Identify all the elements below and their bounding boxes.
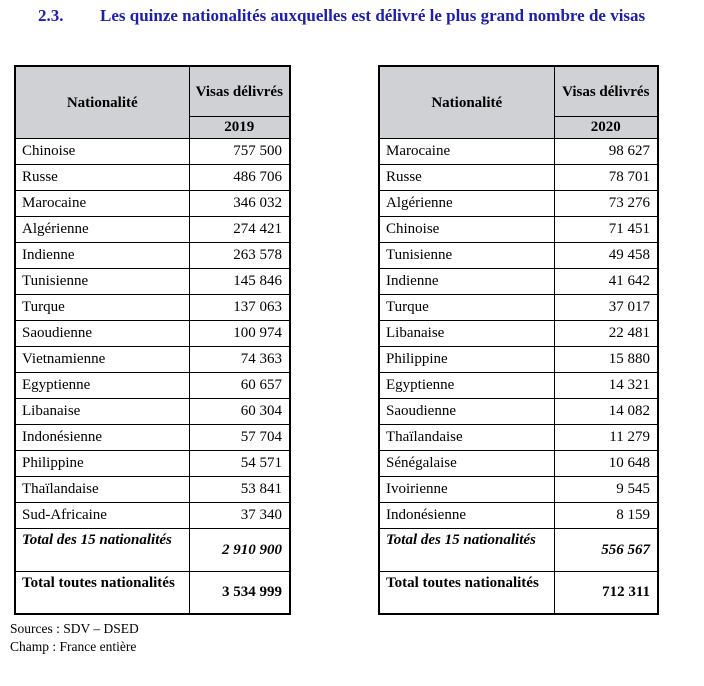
table-header-2019 (15, 66, 290, 138)
value-cell: 9 545 (554, 476, 658, 502)
value-cell: 78 701 (554, 164, 658, 190)
table-row (379, 424, 658, 450)
nationality-cell: Indonésienne (379, 502, 554, 528)
total-15-row (15, 528, 290, 571)
nationality-cell: Egyptienne (379, 372, 554, 398)
table-row (15, 502, 290, 528)
nationality-cell: Thaïlandaise (379, 424, 554, 450)
table-row (15, 372, 290, 398)
value-cell: 274 421 (189, 216, 290, 242)
table-row (15, 164, 290, 190)
value-cell: 98 627 (554, 138, 658, 164)
value-cell: 757 500 (189, 138, 290, 164)
table-body-2020 (379, 138, 658, 528)
col-header-visas-delivres: Visas délivrés (189, 66, 290, 116)
nationality-cell: Tunisienne (379, 242, 554, 268)
value-cell: 37 017 (554, 294, 658, 320)
table-row (379, 138, 658, 164)
nationality-cell: Ivoirienne (379, 476, 554, 502)
table-row (379, 502, 658, 528)
nationality-cell: Chinoise (379, 216, 554, 242)
table-row (15, 450, 290, 476)
table-row (379, 164, 658, 190)
table-row (379, 216, 658, 242)
value-cell: 100 974 (189, 320, 290, 346)
nationality-cell: Saoudienne (15, 320, 189, 346)
total-all-row (15, 571, 290, 614)
value-cell: 74 363 (189, 346, 290, 372)
value-cell: 14 082 (554, 398, 658, 424)
value-cell: 145 846 (189, 268, 290, 294)
section-number: 2.3. (38, 6, 64, 25)
table-row (379, 294, 658, 320)
nationality-cell: Egyptienne (15, 372, 189, 398)
nationality-cell: Indonésienne (15, 424, 189, 450)
value-cell: 60 657 (189, 372, 290, 398)
sources-note: Sources : SDV – DSED (10, 621, 139, 636)
section-heading (38, 5, 656, 26)
nationality-cell: Russe (379, 164, 554, 190)
value-cell: 263 578 (189, 242, 290, 268)
nationality-cell: Algérienne (379, 190, 554, 216)
table-header-2020 (379, 66, 658, 138)
total-15-label: Total des 15 nationalités (15, 528, 189, 571)
visas-2019-table (14, 65, 291, 615)
total-15-value: 2 910 900 (189, 528, 290, 571)
nationality-cell: Libanaise (15, 398, 189, 424)
nationality-cell: Chinoise (15, 138, 189, 164)
table-row (379, 450, 658, 476)
value-cell: 346 032 (189, 190, 290, 216)
nationality-cell: Libanaise (379, 320, 554, 346)
total-all-label: Total toutes nationalités (15, 571, 189, 614)
col-header-nationality: Nationalité (15, 66, 189, 138)
visas-2020-table (378, 65, 659, 615)
total-all-row (379, 571, 658, 614)
table-row (15, 476, 290, 502)
nationality-cell: Indienne (379, 268, 554, 294)
nationality-cell: Russe (15, 164, 189, 190)
value-cell: 49 458 (554, 242, 658, 268)
year-header-2020: 2020 (554, 116, 658, 138)
table-row (15, 242, 290, 268)
nationality-cell: Sud-Africaine (15, 502, 189, 528)
value-cell: 71 451 (554, 216, 658, 242)
value-cell: 14 321 (554, 372, 658, 398)
section-title: Les quinze nationalités auxquelles est délivré le plus grand nombre de visas (100, 6, 646, 25)
value-cell: 54 571 (189, 450, 290, 476)
table-row (379, 398, 658, 424)
total-all-value: 712 311 (554, 571, 658, 614)
table-row (379, 190, 658, 216)
total-all-value: 3 534 999 (189, 571, 290, 614)
table-row (379, 476, 658, 502)
table-totals-2019 (15, 528, 290, 614)
year-header-2019: 2019 (189, 116, 290, 138)
table-row (15, 320, 290, 346)
nationality-cell: Saoudienne (379, 398, 554, 424)
value-cell: 137 063 (189, 294, 290, 320)
col-header-visas-delivres: Visas délivrés (554, 66, 658, 116)
value-cell: 22 481 (554, 320, 658, 346)
table-row (15, 294, 290, 320)
nationality-cell: Sénégalaise (379, 450, 554, 476)
table-row (15, 190, 290, 216)
table-row (379, 268, 658, 294)
value-cell: 41 642 (554, 268, 658, 294)
value-cell: 10 648 (554, 450, 658, 476)
nationality-cell: Turque (15, 294, 189, 320)
value-cell: 486 706 (189, 164, 290, 190)
table-row (15, 398, 290, 424)
value-cell: 60 304 (189, 398, 290, 424)
table-row (379, 346, 658, 372)
table-row (379, 320, 658, 346)
table-row (15, 268, 290, 294)
champ-note: Champ : France entière (10, 639, 137, 654)
value-cell: 8 159 (554, 502, 658, 528)
nationality-cell: Marocaine (379, 138, 554, 164)
total-15-row (379, 528, 658, 571)
total-15-value: 556 567 (554, 528, 658, 571)
total-15-label: Total des 15 nationalités (379, 528, 554, 571)
value-cell: 53 841 (189, 476, 290, 502)
value-cell: 11 279 (554, 424, 658, 450)
nationality-cell: Philippine (379, 346, 554, 372)
table-row (15, 216, 290, 242)
value-cell: 37 340 (189, 502, 290, 528)
nationality-cell: Philippine (15, 450, 189, 476)
table-row (15, 346, 290, 372)
nationality-cell: Indienne (15, 242, 189, 268)
nationality-cell: Algérienne (15, 216, 189, 242)
value-cell: 73 276 (554, 190, 658, 216)
nationality-cell: Marocaine (15, 190, 189, 216)
nationality-cell: Vietnamienne (15, 346, 189, 372)
footer-notes (10, 620, 139, 656)
table-row (15, 138, 290, 164)
value-cell: 15 880 (554, 346, 658, 372)
total-all-label: Total toutes nationalités (379, 571, 554, 614)
table-row (379, 372, 658, 398)
nationality-cell: Turque (379, 294, 554, 320)
table-body-2019 (15, 138, 290, 528)
table-row (15, 424, 290, 450)
col-header-nationality: Nationalité (379, 66, 554, 138)
table-totals-2020 (379, 528, 658, 614)
value-cell: 57 704 (189, 424, 290, 450)
table-row (379, 242, 658, 268)
nationality-cell: Thaïlandaise (15, 476, 189, 502)
nationality-cell: Tunisienne (15, 268, 189, 294)
